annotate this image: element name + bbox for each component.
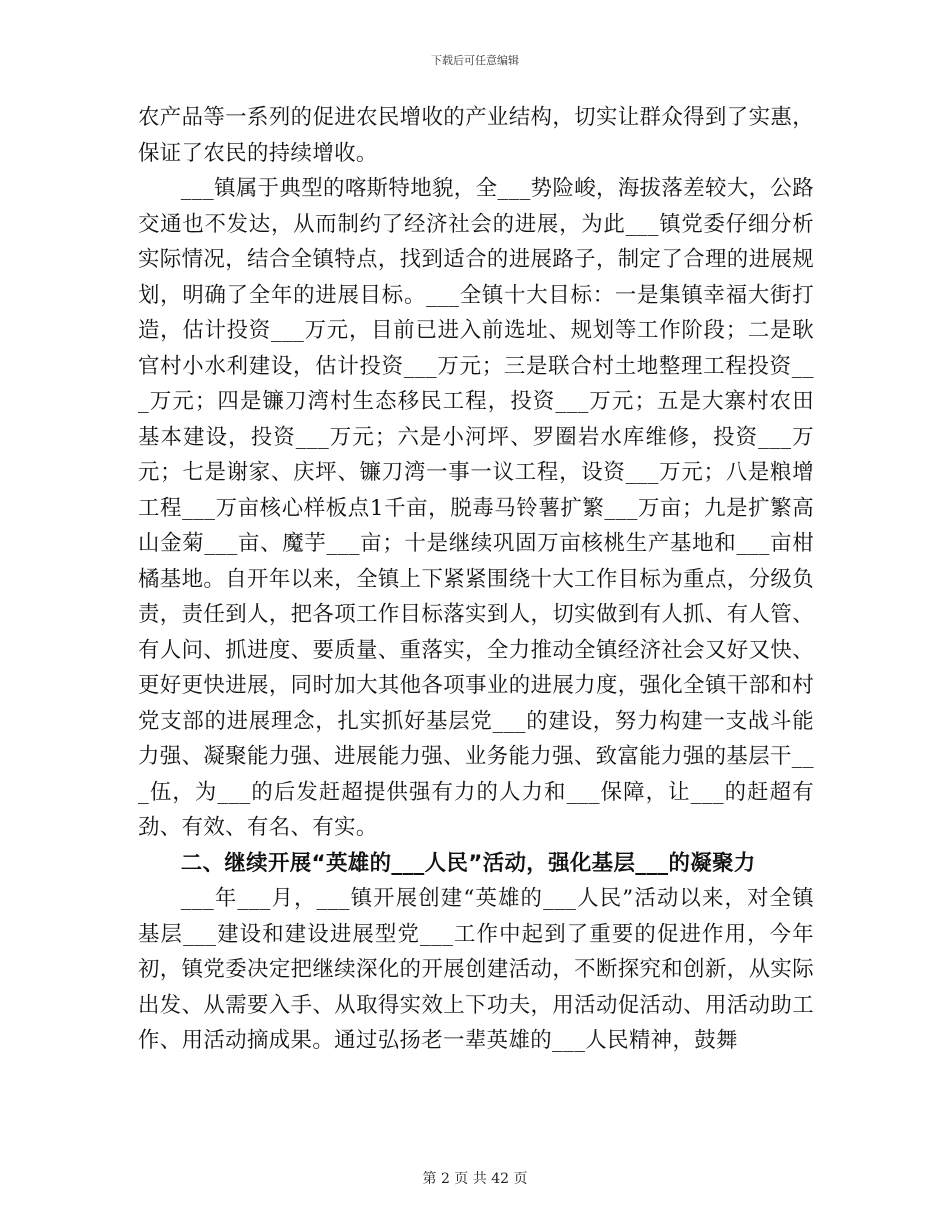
paragraph-2: ___镇属于典型的喀斯特地貌，全___势险峻，海拔落差较大，公路交通也不发达，从而制约了经济社会的进展，为此___镇党委仔细分析实际情况，结合全镇特点，找到适合的进展路子，制定了合理的进展规划，明确了全年的进展目标。___全镇十大目标：一是集镇幸福大街打造，估计投资___万元，目前已进入前选址、规划等工作阶段；二是耿官村小水利建设，估计投资___万元；三是联合村土地整理工程投资___万元；四是镰刀湾村生态移民工程，投资___万元；五是大寨村农田基本建设，投资___万元；六是小河坪、罗圈岩水库维修，投资___万元；七是谢家、庆坪、镰刀湾一事一议工程，设资___万元；八是粮增工程___万亩核心样板点1千亩，脱毒马铃薯扩繁___万亩；九是扩繁高山金菊___亩、魔芋___亩；十是继续巩固万亩核桃生产基地和___亩柑橘基地。自开年以来，全镇上下紧紧围绕十大工作目标为重点，分级负责，责任到人，把各项工作目标落实到人，切实做到有人抓、有人管、有人问、抓进度、要质量、重落实，全力推动全镇经济社会又好又快、更好更快进展，同时加大其他各项事业的进展力度，强化全镇干部和村党支部的进展理念，扎实抓好基层党___的建设，努力构建一支战斗能力强、凝聚能力强、进展能力强、业务能力强、致富能力强的基层干___伍，为___的后发赶超提供强有力的人力和___保障，让___的赶超有劲、有效、有名、有实。 <box>138 176 814 840</box>
page-number: 第 2 页 共 42 页 <box>422 1171 528 1187</box>
page-header-note: 下载后可任意编辑 <box>431 54 519 67</box>
document-body <box>138 100 814 1059</box>
paragraph-1: 农产品等一系列的促进农民增收的产业结构，切实让群众得到了实惠，保证了农民的持续增收。 <box>138 105 814 166</box>
paragraph-3: ___年___月，___镇开展创建“英雄的___人民”活动以来，对全镇基层___建设和建设进展型党___工作中起到了重要的促进作用，今年初，镇党委决定把继续深化的开展创建活动，不断探究和创新，从实际出发、从需要入手、从取得实效上下功夫，用活动促活动、用活动助工作、用活动摘成果。通过弘扬老一辈英雄的___人民精神，鼓舞 <box>138 886 814 1053</box>
section-heading: 二、继续开展“英雄的___人民”活动，强化基层___的凝聚力 <box>180 850 756 876</box>
